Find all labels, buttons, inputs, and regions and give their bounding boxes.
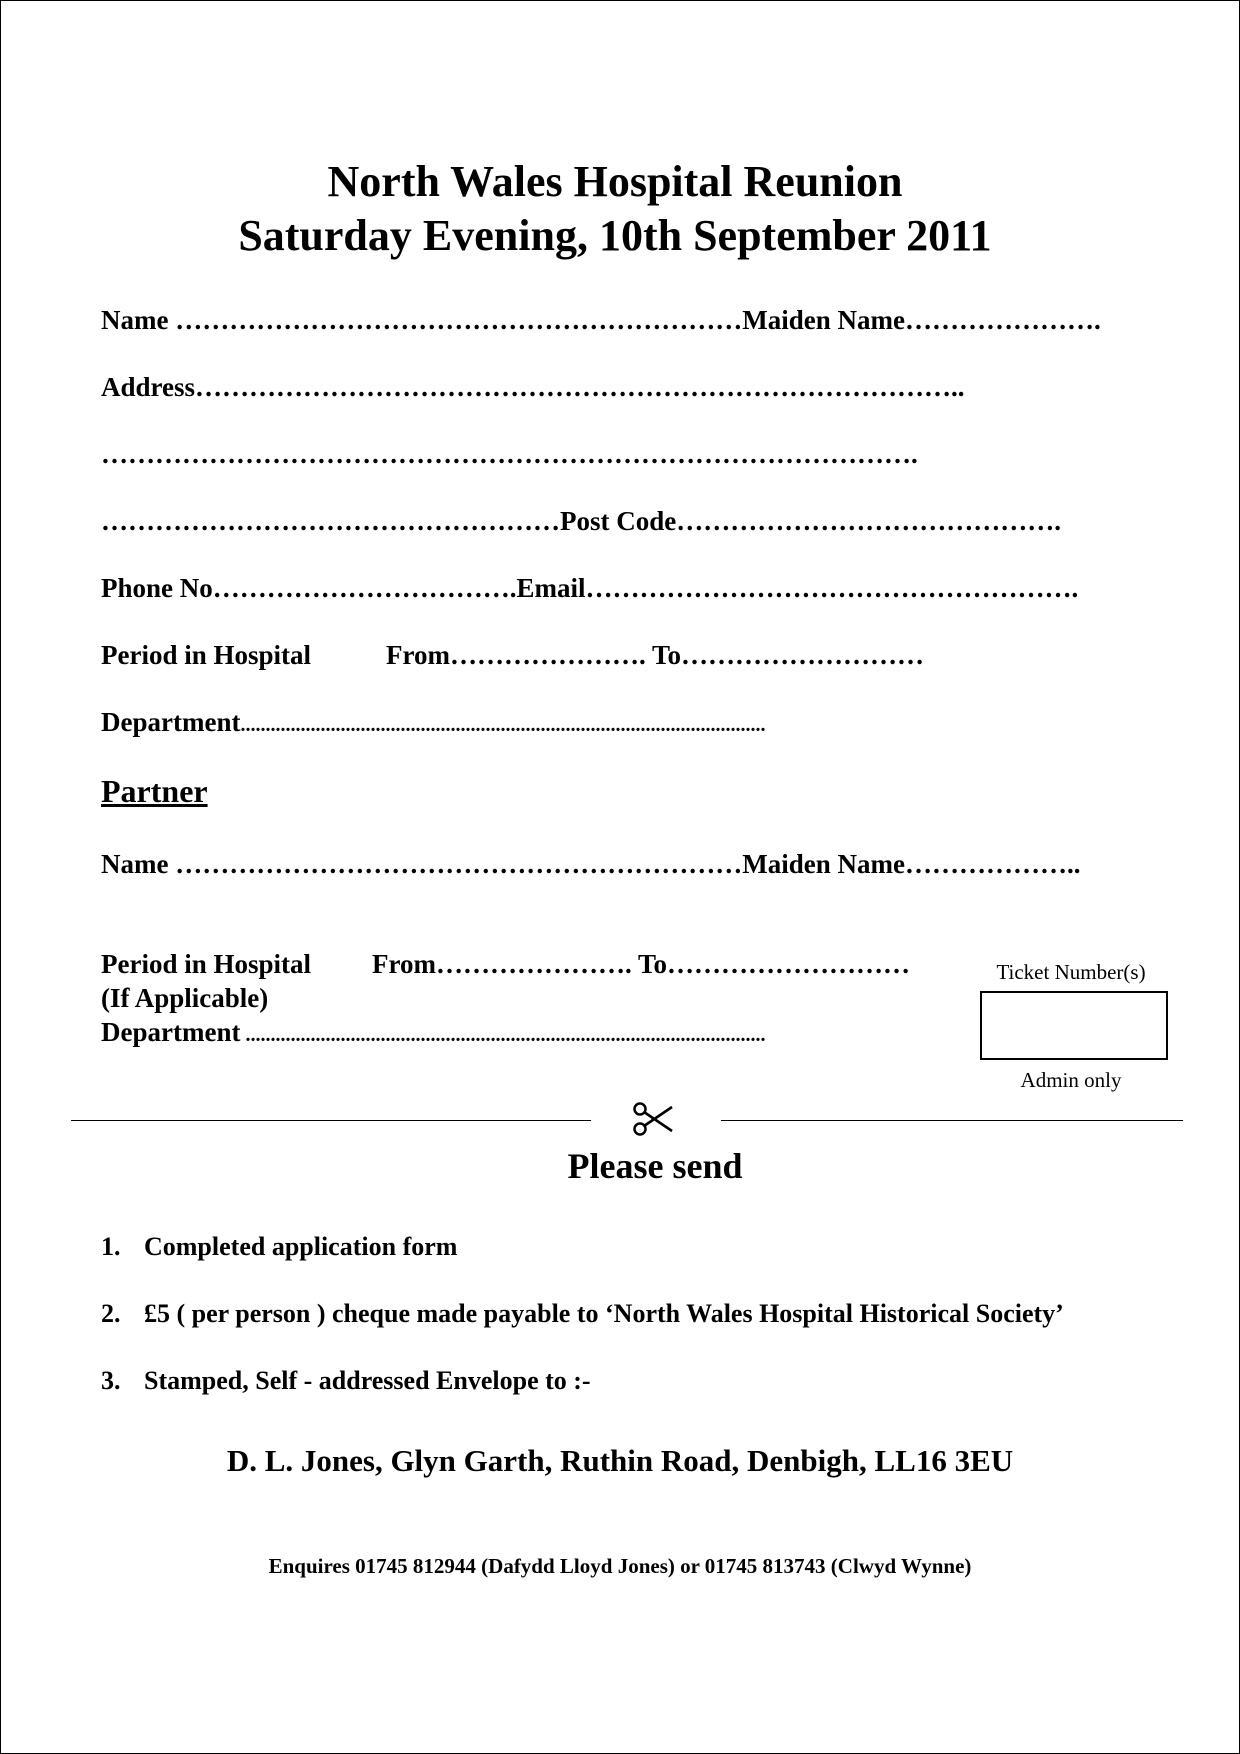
name-field[interactable]: ……………………………………………………… [168,305,743,335]
partner-name-field[interactable]: ……………………………………………………… [168,849,743,879]
cut-line-right [721,1120,1183,1121]
partner-to-field[interactable]: ……………………… [667,949,911,979]
partner-to-label: To [638,949,668,979]
enquiries-line: Enquires 01745 812944 (Dafydd Lloyd Jones) or 01745 813743 (Clwyd Wynne) [268,1554,972,1578]
admin-only-label: Admin only [1020,1068,1122,1092]
period-from-to [386,638,924,672]
scissors-icon [632,1101,674,1137]
partner-name-row [101,847,1080,881]
address-field-1[interactable]: ………………………………………………………………………….. [195,372,965,402]
address-field-3[interactable]: …………………………………………… [101,506,560,536]
please-send-heading: Please send [567,1146,743,1186]
period-row [101,638,925,672]
from-label: From [386,640,450,670]
partner-department-row [101,1015,765,1052]
cut-line-left [71,1120,591,1121]
title-line-1: North Wales Hospital Reunion [327,157,903,206]
list-item [101,1299,1064,1329]
period-label: Period in Hospital [101,640,312,670]
partner-heading: Partner [101,773,208,809]
list-item-text: Completed application form [144,1232,458,1261]
department-field[interactable]: ......................................................................................................... [240,714,766,736]
partner-from-field[interactable]: …………………. [435,949,638,979]
partner-maiden-label: Maiden Name [742,849,905,879]
ticket-number-box[interactable] [980,991,1168,1060]
to-label: To [652,640,682,670]
partner-maiden-field[interactable]: ……………….. [904,849,1081,879]
email-label: Email [516,573,586,603]
if-applicable-note: (If Applicable) [101,983,269,1013]
list-item [101,1232,457,1262]
ticket-number-label: Ticket Number(s) [996,960,1146,984]
phone-label: Phone No [101,573,213,603]
list-item-number: 3. [101,1366,121,1395]
partner-period-label: Period in Hospital [101,949,312,979]
maiden-name-field[interactable]: …………………. [904,305,1101,335]
address-row-2 [101,437,918,471]
phone-email-row [101,571,1078,605]
partner-name-label: Name [101,849,169,879]
list-item-number: 2. [101,1299,121,1328]
department-label: Department [101,707,241,737]
maiden-name-label: Maiden Name [742,305,905,335]
postcode-label: Post Code [560,506,677,536]
list-item-text: £5 ( per person ) cheque made payable to ‘North Wales Hospital Historical Society’ [144,1299,1064,1328]
address-label: Address [101,372,196,402]
email-field[interactable]: ………………………………………………. [585,573,1079,603]
from-field[interactable]: …………………. [449,640,652,670]
postcode-row [101,504,1061,538]
department-row [101,705,765,742]
address-field-2[interactable]: ………………………………………………………………………………. [101,439,918,469]
mailing-address: D. L. Jones, Glyn Garth, Ruthin Road, Denbigh, LL16 3EU [226,1443,1014,1478]
partner-department-label: Department [101,1017,241,1047]
title-line-2: Saturday Evening, 10th September 2011 [238,211,992,260]
address-row [101,370,965,404]
partner-period-row [101,947,911,981]
postcode-field[interactable]: ……………………………………. [676,506,1061,536]
list-item-text: Stamped, Self - addressed Envelope to :- [144,1366,591,1395]
list-item [101,1366,591,1396]
to-field[interactable]: ……………………… [681,640,925,670]
list-item-number: 1. [101,1232,121,1261]
partner-department-field[interactable]: ........................................................................................................ [240,1024,766,1046]
partner-period-from-to [372,947,910,981]
applicant-name-row [101,303,1101,337]
partner-from-label: From [372,949,436,979]
phone-field[interactable]: ……………………………. [212,573,517,603]
name-label: Name [101,305,169,335]
